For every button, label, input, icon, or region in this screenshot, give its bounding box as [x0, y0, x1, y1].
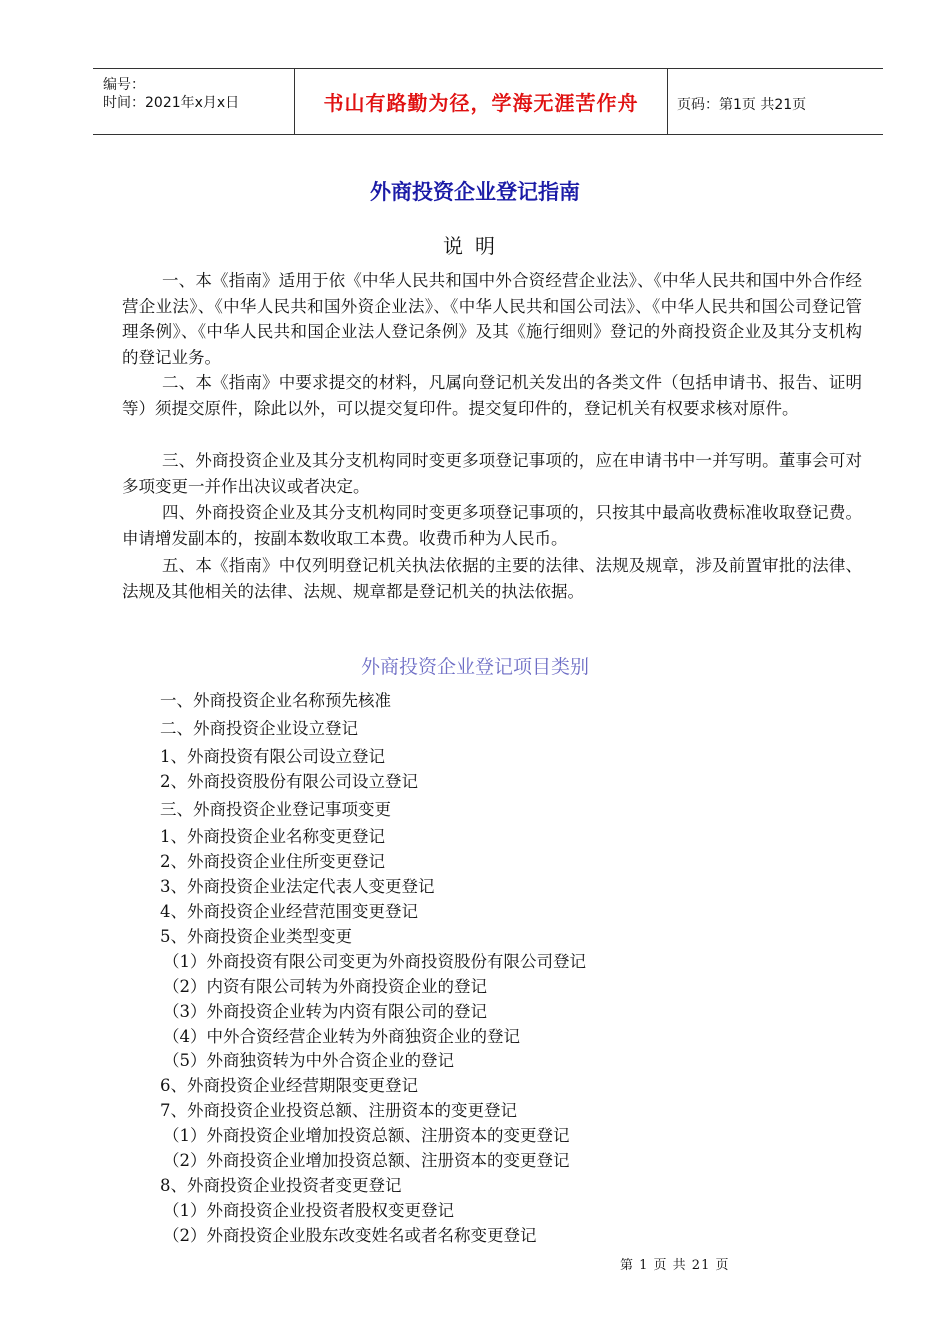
page-header [93, 68, 883, 135]
list-item: 1、外商投资企业名称变更登记 [160, 827, 385, 846]
paragraph: 四、外商投资企业及其分支机构同时变更多项登记事项的，只按其中最高收费标准收取登记费。申请增发副本的，按副本数收取工本费。收费币种为人民币。 [122, 503, 862, 548]
list-item: 6、外商投资企业经营期限变更登记 [160, 1076, 418, 1095]
list-item: 7、外商投资企业投资总额、注册资本的变更登记 [160, 1101, 517, 1120]
list-item: （2）内资有限公司转为外商投资企业的登记 [163, 977, 487, 996]
document-time-label: 时间：2021年x月x日 [103, 95, 240, 111]
header-meta [93, 69, 294, 134]
document-title: 外商投资企业登记指南 [370, 180, 580, 204]
paragraph: 一、本《指南》适用于依《中华人民共和国中外合资经营企业法》、《中华人民共和国中外合作经营企业法》、《中华人民共和国外资企业法》、《中华人民共和国公司法》、《中华人民共和国公司登记管理条例》、《中华人民共和国企业法人登记条例》及其《施行细则》登记的外商投资企业及其分支机构的登记业务。 [122, 271, 862, 367]
document-subtitle: 说明 [443, 234, 507, 258]
paragraph: 五、本《指南》中仅列明登记机关执法依据的主要的法律、法规及规章，涉及前置审批的法律、法规及其他相关的法律、法规、规章都是登记机关的执法依据。 [122, 556, 862, 601]
header-page-info: 页码：第1页 共21页 [677, 97, 807, 113]
list-item: （2）外商投资企业股东改变姓名或者名称变更登记 [163, 1226, 537, 1245]
list-item: 2、外商投资股份有限公司设立登记 [160, 772, 418, 791]
section-title: 外商投资企业登记项目类别 [360, 656, 589, 678]
paragraph: 三、外商投资企业及其分支机构同时变更多项登记事项的，应在申请书中一并写明。董事会可对多项变更一并作出决议或者决定。 [122, 451, 862, 496]
list-item: 1、外商投资有限公司设立登记 [160, 747, 385, 766]
list-item: （1）外商投资企业增加投资总额、注册资本的变更登记 [163, 1126, 570, 1145]
list-item: （4）中外合资经营企业转为外商独资企业的登记 [163, 1027, 520, 1046]
list-item: 3、外商投资企业法定代表人变更登记 [160, 877, 435, 896]
paragraph: 二、本《指南》中要求提交的材料，凡属向登记机关发出的各类文件（包括申请书、报告、证明等）须提交原件，除此以外，可以提交复印件。提交复印件的，登记机关有权要求核对原件。 [122, 373, 862, 418]
list-item: 二、外商投资企业设立登记 [160, 719, 358, 738]
list-item: （2）外商投资企业增加投资总额、注册资本的变更登记 [163, 1151, 570, 1170]
list-item: 8、外商投资企业投资者变更登记 [160, 1176, 402, 1195]
list-item: 5、外商投资企业类型变更 [160, 927, 352, 946]
list-item: （1）外商投资有限公司变更为外商投资股份有限公司登记 [163, 952, 586, 971]
list-item: （3）外商投资企业转为内资有限公司的登记 [163, 1002, 487, 1021]
document-number-label: 编号： [103, 77, 145, 93]
header-divider [667, 69, 668, 134]
list-item: （1）外商投资企业投资者股权变更登记 [163, 1201, 454, 1220]
header-motto: 书山有路勤为径，学海无涯苦作舟 [323, 91, 639, 115]
list-item: （5）外商独资转为中外合资企业的登记 [163, 1051, 454, 1070]
page-footer: 第 1 页 共 21 页 [620, 1258, 730, 1273]
list-item: 2、外商投资企业住所变更登记 [160, 852, 385, 871]
list-item: 4、外商投资企业经营范围变更登记 [160, 902, 418, 921]
list-item: 三、外商投资企业登记事项变更 [160, 800, 391, 819]
list-item: 一、外商投资企业名称预先核准 [160, 691, 391, 710]
